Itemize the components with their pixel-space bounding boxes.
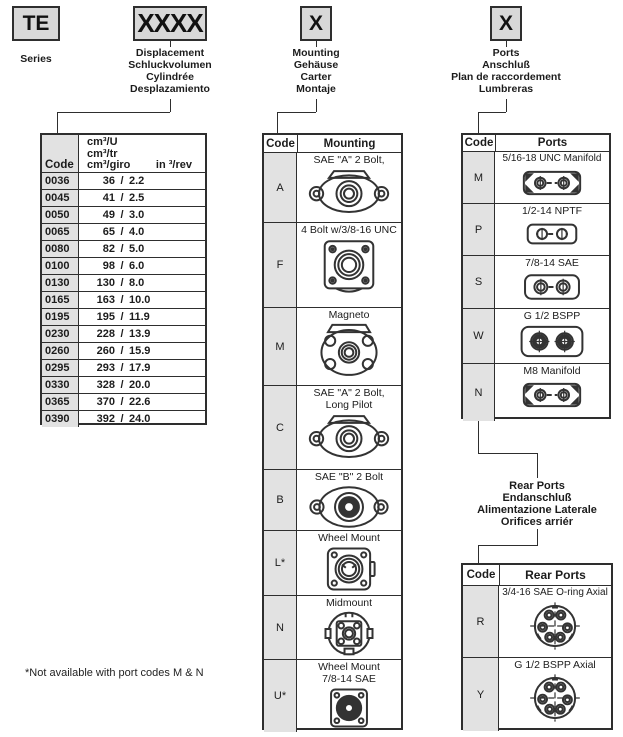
table-row: 0295 293 / 17.9 <box>42 359 205 376</box>
unc-manifold-ports-icon <box>514 166 590 200</box>
sae-a-2-bolt-flange-icon <box>305 167 393 217</box>
sae-oring-axial-ports-icon <box>525 600 585 652</box>
rear-ports-header-row <box>463 565 611 585</box>
connector-ports-elbow <box>478 112 506 133</box>
table-row: U* Wheel Mount 7/8-14 SAE <box>264 659 401 732</box>
mounting-header-label: Mounting <box>298 135 401 152</box>
displacement-label: Displacement Schluckvolumen Cylindrée Desplazamiento <box>128 47 212 95</box>
table-row: B SAE "B" 2 Bolt <box>264 469 401 530</box>
table-row: Y G 1/2 BSPP Axial <box>463 657 611 731</box>
table-row: 0260 260 / 15.9 <box>42 342 205 359</box>
connector-displacement-elbow <box>57 112 170 133</box>
sae-ports-icon <box>516 270 588 304</box>
table-row: 0330 328 / 20.0 <box>42 376 205 393</box>
table-row: 0050 49 / 3.0 <box>42 206 205 223</box>
table-row: P 1/2-14 NPTF <box>463 203 609 255</box>
table-row: R 3/4-16 SAE O-ring Axial <box>463 585 611 657</box>
rear-ports-header-label: Rear Ports <box>500 565 611 585</box>
midmount-icon <box>321 610 377 657</box>
footnote: *Not available with port codes M & N <box>25 667 204 679</box>
table-row: W G 1/2 BSPP <box>463 308 609 363</box>
table-row: 0036 36 / 2.2 <box>42 172 205 189</box>
table-row: L* Wheel Mount <box>264 530 401 595</box>
ports-header-code: Code <box>463 135 496 151</box>
table-row: 0080 82 / 5.0 <box>42 240 205 257</box>
series-label: Series <box>20 53 52 65</box>
displacement-header-code: Code <box>42 135 79 172</box>
wheel-mount-flange-icon <box>317 545 381 593</box>
connector-mounting <box>316 99 317 112</box>
ports-code-box: X <box>490 6 522 41</box>
nptf-ports-icon <box>517 218 587 250</box>
mounting-code-box: X <box>300 6 332 41</box>
table-row: M Magneto <box>264 307 401 385</box>
displacement-header-units: cm³/U cm³/tr cm³/giro in ³/rev <box>87 136 192 171</box>
connector-rear-ports-1 <box>478 419 479 453</box>
table-row: 0165 163 / 10.0 <box>42 291 205 308</box>
connector-displacement <box>170 99 171 112</box>
ports-header-row <box>463 135 609 151</box>
mounting-label: Mounting Gehäuse Carter Montaje <box>292 47 340 95</box>
rear-ports-label: Rear Ports Endanschluß Alimentazione Laterale Orifices arriér <box>477 480 597 528</box>
table-row: N M8 Manifold <box>463 363 609 421</box>
table-row: C SAE "A" 2 Bolt, Long Pilot <box>264 385 401 469</box>
wheel-mount-sae-flange-icon <box>320 686 378 730</box>
displacement-table <box>40 133 207 425</box>
4-bolt-square-flange-icon <box>313 237 385 297</box>
displacement-code-box: XXXX <box>133 6 207 41</box>
bspp-ports-icon <box>514 323 590 360</box>
table-row: 0195 195 / 11.9 <box>42 308 205 325</box>
connector-rear-ports-4 <box>478 545 538 563</box>
table-row: M 5/16-18 UNC Manifold <box>463 151 609 203</box>
table-row: 0100 98 / 6.0 <box>42 257 205 274</box>
sae-a-2-bolt-long-pilot-flange-icon <box>305 412 393 462</box>
ports-table <box>461 133 611 419</box>
table-row: S 7/8-14 SAE <box>463 255 609 308</box>
ports-label: Ports Anschluß Plan de raccordement Lumbreras <box>451 47 561 95</box>
table-row: 0130 130 / 8.0 <box>42 274 205 291</box>
connector-ports <box>506 99 507 112</box>
connector-rear-ports-2 <box>478 453 538 478</box>
rear-ports-header-code: Code <box>463 565 500 585</box>
mounting-header-code: Code <box>264 135 298 152</box>
table-row: F 4 Bolt w/3/8-16 UNC <box>264 222 401 307</box>
table-row: 0065 65 / 4.0 <box>42 223 205 240</box>
sae-b-2-bolt-flange-icon <box>305 484 393 530</box>
table-row: 0230 228 / 13.9 <box>42 325 205 342</box>
magneto-mount-icon <box>309 322 389 380</box>
table-row: N Midmount <box>264 595 401 659</box>
displacement-header-row <box>42 135 205 172</box>
table-row: A SAE "A" 2 Bolt, <box>264 152 401 222</box>
connector-rear-ports-3 <box>537 529 538 545</box>
table-row: 0390 392 / 24.0 <box>42 410 205 427</box>
table-row: 0045 41 / 2.5 <box>42 189 205 206</box>
rear-ports-table <box>461 563 613 730</box>
table-row: 0365 370 / 22.6 <box>42 393 205 410</box>
bspp-axial-ports-icon <box>525 672 585 724</box>
mounting-table <box>262 133 403 730</box>
connector-mounting-elbow <box>277 112 316 133</box>
ports-header-label: Ports <box>496 135 609 151</box>
m8-manifold-ports-icon <box>514 378 590 412</box>
mounting-header-row <box>264 135 401 152</box>
series-code-box: TE <box>12 6 60 41</box>
